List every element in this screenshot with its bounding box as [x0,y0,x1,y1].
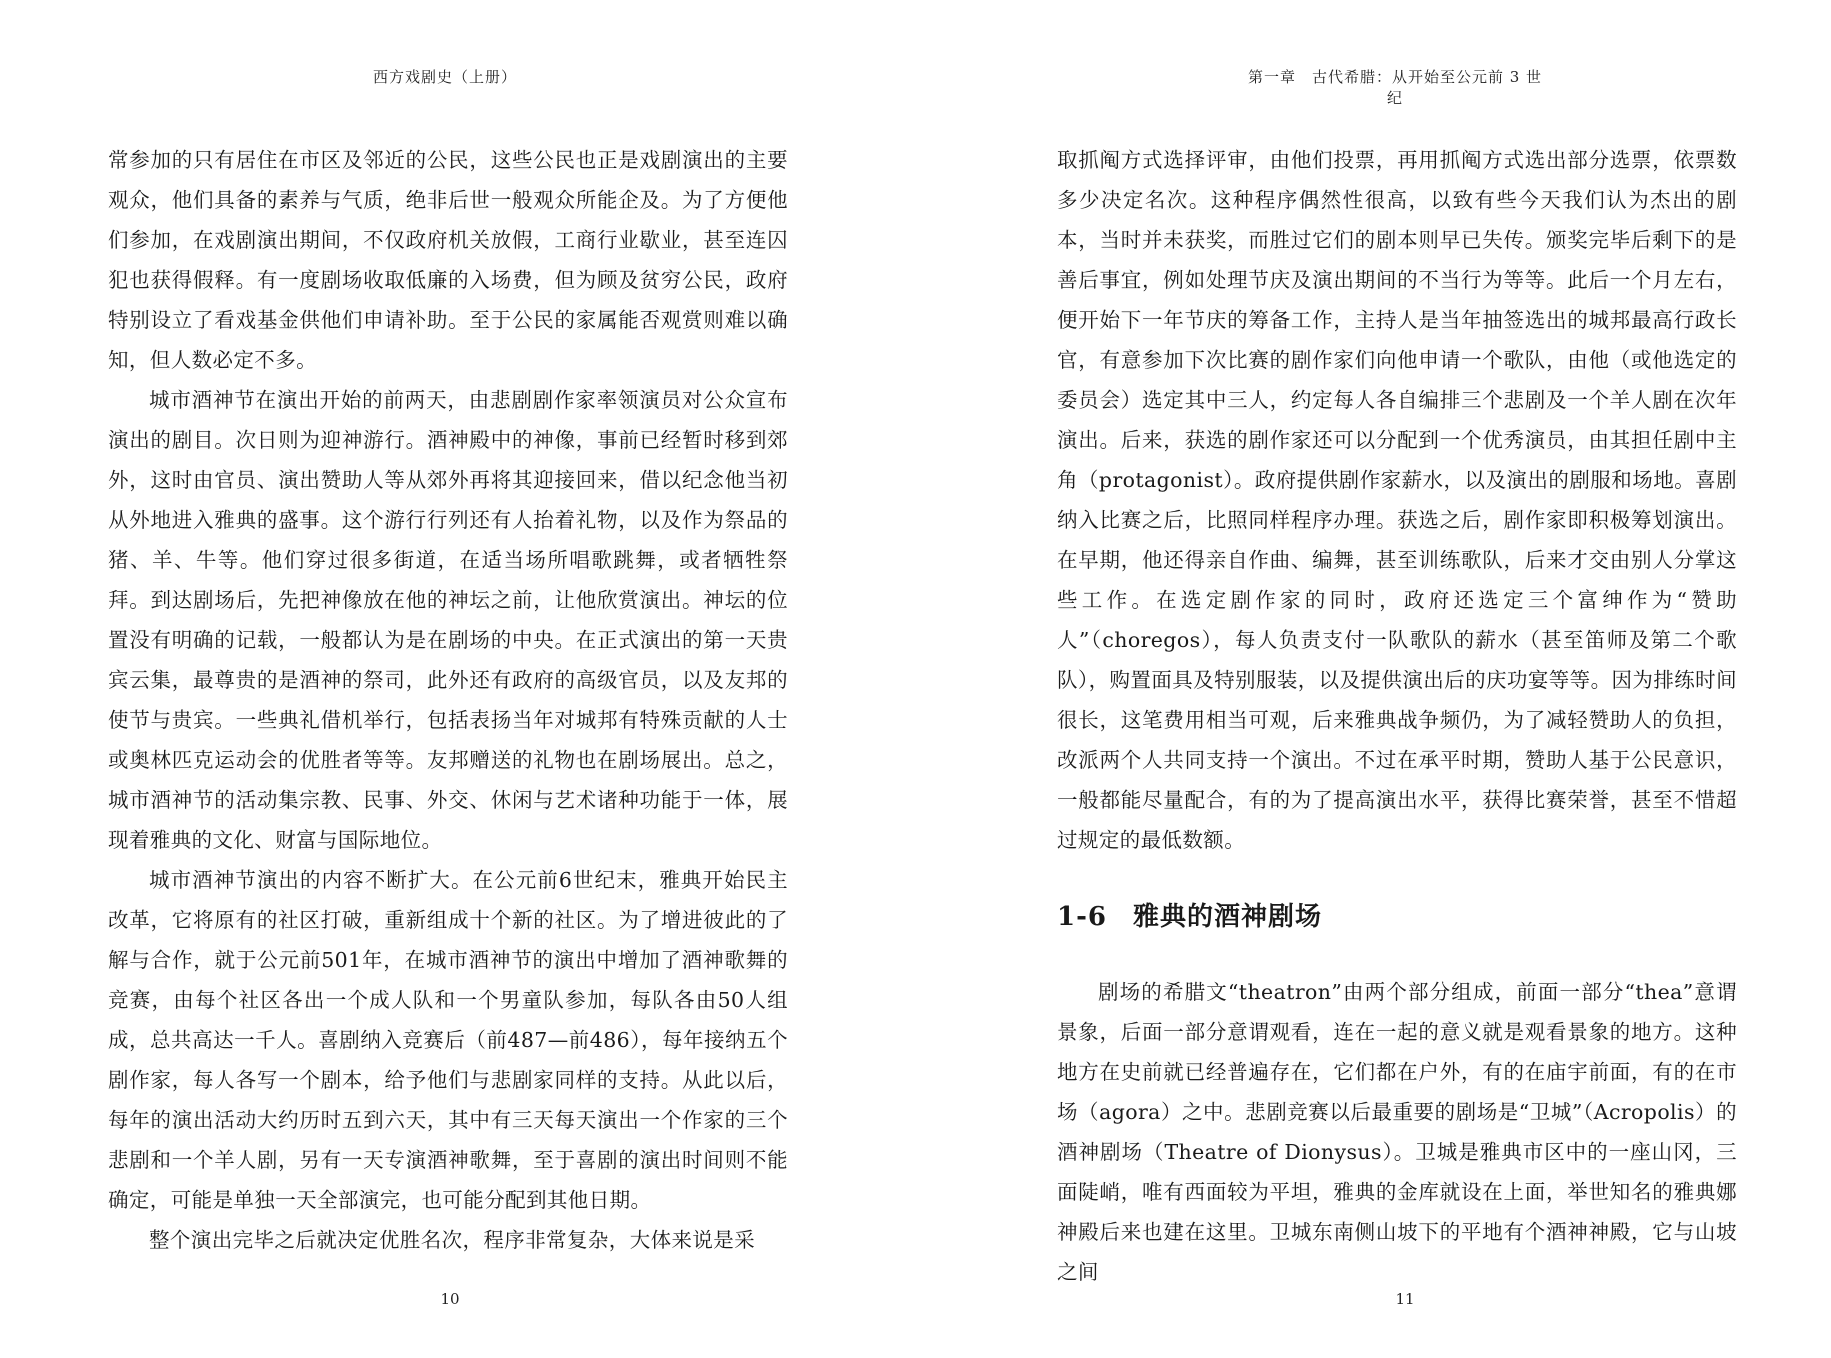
right-running-head: 第一章 古代希腊：从开始至公元前 3 世纪 [1247,68,1543,107]
right-section-paragraph-1: 剧场的希腊文“theatron”由两个部分组成，前面一部分“thea”意谓景象，后面一部分意谓观看，连在一起的意义就是观看景象的地方。这种地方在史前就已经普遍存在，它们都在户外，有的在庙宇前面，有的在市场（agora）之中。悲剧竞赛以后最重要的剧场是“卫城”（Acropolis）的酒神剧场（Theatre of Dionysus）。卫城是雅典市区中的一座山冈，三面陡峭，唯有西面较为平坦，雅典的金库就设在上面，举世知名的雅典娜神殿后来也建在这里。卫城东南侧山坡下的平地有个酒神神殿，它与山坡之间 [1057,980,1737,1284]
left-page [0,0,915,1358]
left-paragraph-4: 整个演出完毕之后就决定优胜名次，程序非常复杂，大体来说是采 [149,1228,756,1252]
right-paragraph-1: 取抓阄方式选择评审，由他们投票，再用抓阄方式选出部分选票，依票数多少决定名次。这种程序偶然性很高，以致有些今天我们认为杰出的剧本，当时并未获奖，而胜过它们的剧本则早已失传。颁奖完毕后剩下的是善后事宜，例如处理节庆及演出期间的不当行为等等。此后一个月左右，便开始下一年节庆的筹备工作，主持人是当年抽签选出的城邦最高行政长官，有意参加下次比赛的剧作家们向他申请一个歌队，由他（或他选定的委员会）选定其中三人，约定每人各自编排三个悲剧及一个羊人剧在次年演出。后来，获选的剧作家还可以分配到一个优秀演员，由其担任剧中主角（protagonist）。政府提供剧作家薪水，以及演出的剧服和场地。喜剧纳入比赛之后，比照同样程序办理。获选之后，剧作家即积极筹划演出。在早期，他还得亲自作曲、编舞，甚至训练歌队，后来才交由别人分掌这些工作。在选定剧作家的同时，政府还选定三个富绅作为“赞助人”（choregos），每人负责支付一队歌队的薪水（甚至笛师及第二个歌队），购置面具及特别服装，以及提供演出后的庆功宴等等。因为排练时间很长，这笔费用相当可观，后来雅典战争频仍，为了减轻赞助人的负担，改派两个人共同支持一个演出。不过在承平时期，赞助人基于公民意识，一般都能尽量配合，有的为了提高演出水平，获得比赛荣誉，甚至不惜超过规定的最低数额。 [1057,148,1737,852]
left-paragraph-2: 城市酒神节在演出开始的前两天，由悲剧剧作家率领演员对公众宣布演出的剧目。次日则为迎神游行。酒神殿中的神像，事前已经暂时移到郊外，这时由官员、演出赞助人等从郊外再将其迎接回来，借以纪念他当初从外地进入雅典的盛事。这个游行行列还有人抬着礼物，以及作为祭品的猪、羊、牛等。他们穿过很多街道，在适当场所唱歌跳舞，或者牺牲祭拜。到达剧场后，先把神像放在他的神坛之前，让他欣赏演出。神坛的位置没有明确的记载，一般都认为是在剧场的中央。在正式演出的第一天贵宾云集，最尊贵的是酒神的祭司，此外还有政府的高级官员，以及友邦的使节与贵宾。一些典礼借机举行，包括表扬当年对城邦有特殊贡献的人士或奥林匹克运动会的优胜者等等。友邦赠送的礼物也在剧场展出。总之，城市酒神节的活动集宗教、民事、外交、休闲与艺术诸种功能于一体，展现着雅典的文化、财富与国际地位。 [108,388,788,852]
right-page-number: 11 [1395,1290,1415,1308]
section-heading [1057,896,1737,938]
left-page-number: 10 [440,1290,460,1308]
left-running-head: 西方戏剧史（上册） [372,68,517,86]
section-title: 雅典的酒神剧场 [1132,902,1322,932]
left-paragraph-1: 常参加的只有居住在市区及邻近的公民，这些公民也正是戏剧演出的主要观众，他们具备的素养与气质，绝非后世一般观众所能企及。为了方便他们参加，在戏剧演出期间，不仅政府机关放假，工商行业歇业，甚至连囚犯也获得假释。有一度剧场收取低廉的入场费，但为顾及贫穷公民，政府特别设立了看戏基金供他们申请补助。至于公民的家属能否观赏则难以确知，但人数必定不多。 [108,148,788,372]
left-body-text [108,140,788,1260]
right-page [915,0,1831,1358]
right-body-text [1057,140,1737,1292]
section-number: 1-6 [1057,902,1107,932]
left-paragraph-3: 城市酒神节演出的内容不断扩大。在公元前6世纪末，雅典开始民主改革，它将原有的社区打破，重新组成十个新的社区。为了增进彼此的了解与合作，就于公元前501年，在城市酒神节的演出中增加了酒神歌舞的竞赛，由每个社区各出一个成人队和一个男童队参加，每队各由50人组成，总共高达一千人。喜剧纳入竞赛后（前487—前486），每年接纳五个剧作家，每人各写一个剧本，给予他们与悲剧家同样的支持。从此以后，每年的演出活动大约历时五到六天，其中有三天每天演出一个作家的三个悲剧和一个羊人剧，另有一天专演酒神歌舞，至于喜剧的演出时间则不能确定，可能是单独一天全部演完，也可能分配到其他日期。 [108,868,788,1212]
